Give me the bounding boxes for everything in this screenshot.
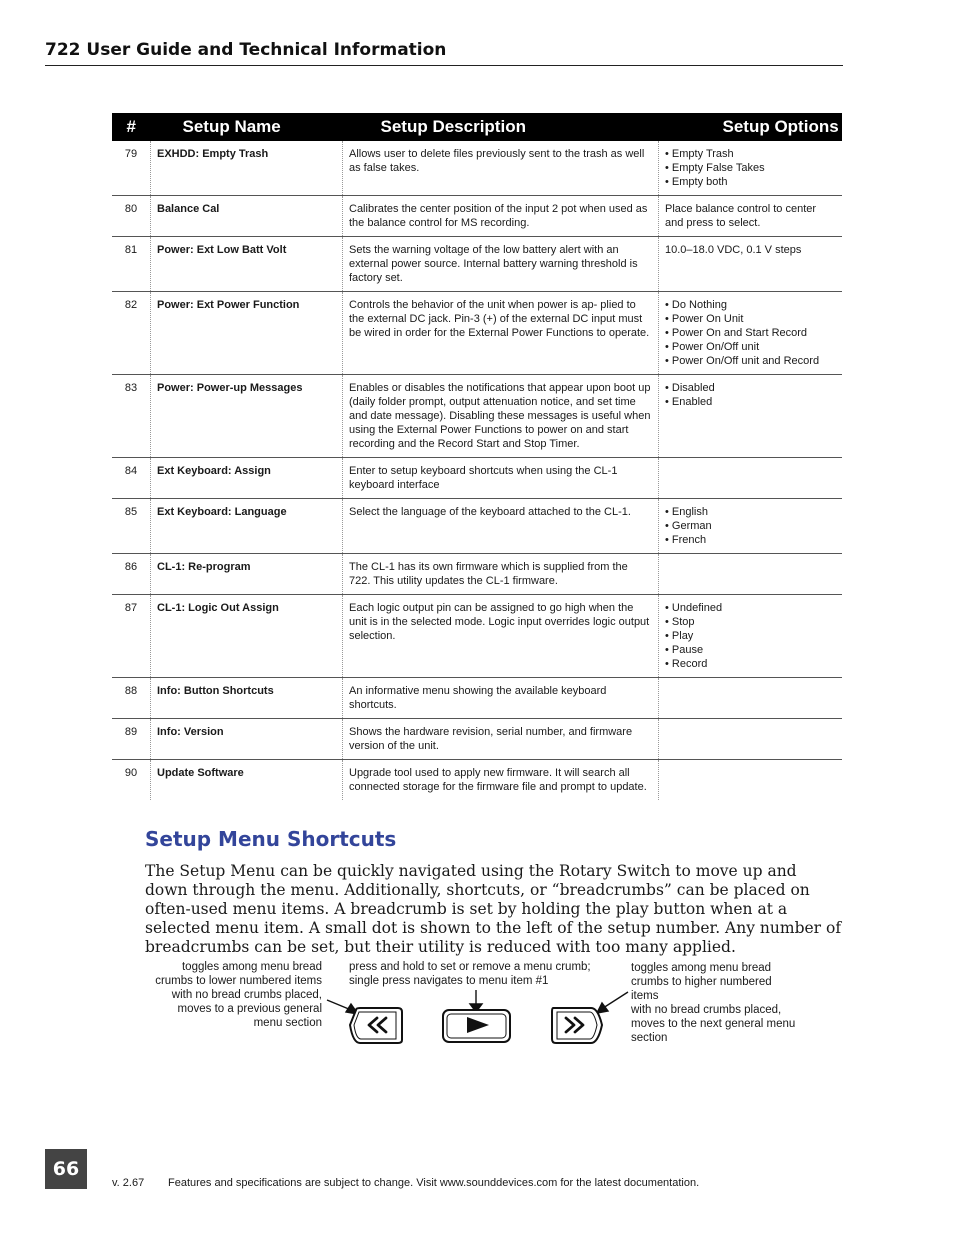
play-caption: press and hold to set or remove a menu crumb; single press navigates to menu item #1 [349, 961, 591, 987]
option-item: • Undefined [665, 602, 723, 614]
row-number: 83 [112, 375, 151, 458]
row-setup-description: Upgrade tool used to apply new firmware. It will search all connected storage for the firmware file and prompt to update. [343, 760, 659, 801]
option-item: • Play [665, 630, 694, 642]
row-number: 85 [112, 499, 151, 554]
row-number: 89 [112, 719, 151, 760]
row-setup-description: Select the language of the keyboard attached to the CL-1. [343, 499, 659, 554]
page-header-title: 722 User Guide and Technical Information [45, 40, 447, 60]
footer-version: v. 2.67 [112, 1177, 145, 1189]
row-number: 86 [112, 554, 151, 595]
row-setup-name: Update Software [151, 760, 343, 801]
option-item: • Do Nothing [665, 299, 727, 311]
option-item: • Pause [665, 644, 704, 656]
row-setup-description: Calibrates the center position of the input 2 pot when used as the balance control for MS recording. [343, 196, 659, 237]
forward-caption-line-1: toggles among menu bread crumbs to higher numbered items [631, 962, 772, 1002]
forward-caption-line-2: with no bread crumbs placed, moves to the next general menu section [631, 1004, 796, 1044]
row-setup-description: The CL-1 has its own firmware which is supplied from the 722. This utility updates the CL-1 firmware. [343, 554, 659, 595]
row-setup-name: Power: Ext Low Batt Volt [151, 237, 343, 292]
option-item: 10.0–18.0 VDC, 0.1 V steps [665, 244, 802, 256]
row-setup-description: Controls the behavior of the unit when power is ap- plied to the external DC jack. Pin-3 (+) of the external DC input must be wired in order for the External Power Functions to operate. [343, 292, 659, 375]
option-item: • Stop [665, 616, 695, 628]
row-setup-name: Ext Keyboard: Language [151, 499, 343, 554]
row-setup-name: Ext Keyboard: Assign [151, 458, 343, 499]
row-setup-name: CL-1: Re-program [151, 554, 343, 595]
section-body-text: The Setup Menu can be quickly navigated using the Rotary Switch to move up and down through the menu. Additionally, shortcuts, or “breadcrumbs” can be placed on often-used menu items. A breadcrumb is set by holding the play button when at a selected menu item. A small dot is shown to the left of the setup number. Any number of breadcrumbs can be set, but their utility is reduced with too many applied. [145, 862, 842, 956]
row-setup-description: Allows user to delete files previously sent to the trash as well as false takes. [343, 141, 659, 196]
row-number: 80 [112, 196, 151, 237]
row-number: 81 [112, 237, 151, 292]
option-item: • Disabled [665, 382, 715, 394]
option-item: • Power On Unit [665, 313, 744, 325]
row-setup-name: Info: Button Shortcuts [151, 678, 343, 719]
option-item: • Power On and Start Record [665, 327, 808, 339]
rewind-button[interactable] [350, 1008, 402, 1043]
row-setup-description: Each logic output pin can be assigned to go high when the unit is in the selected mode. Logic input overrides logic output selection. [343, 595, 659, 678]
row-number: 88 [112, 678, 151, 719]
row-setup-name: Power: Power-up Messages [151, 375, 343, 458]
page-number: 66 [45, 1149, 87, 1189]
row-setup-name: Power: Ext Power Function [151, 292, 343, 375]
fast-forward-button[interactable] [552, 1008, 602, 1043]
left-arrow [327, 1000, 358, 1014]
row-setup-description: Enter to setup keyboard shortcuts when using the CL-1 keyboard interface [343, 458, 659, 499]
option-item: • Record [665, 658, 708, 670]
footer-note: Features and specifications are subject to change. Visit www.sounddevices.com for the latest documentation. [168, 1177, 700, 1189]
row-number: 82 [112, 292, 151, 375]
row-setup-name: EXHDD: Empty Trash [151, 141, 343, 196]
column-header-number: # [112, 113, 151, 141]
option-item: • Power On/Off unit and Record [665, 355, 820, 367]
row-number: 84 [112, 458, 151, 499]
option-item: • English [665, 506, 708, 518]
option-item: Place balance control to center and press to select. [665, 203, 817, 229]
column-header-name: Setup Name [151, 113, 343, 141]
row-setup-description: An informative menu showing the available keyboard shortcuts. [343, 678, 659, 719]
option-item: • French [665, 534, 707, 546]
play-button[interactable] [443, 1010, 510, 1042]
middle-arrow [470, 990, 482, 1012]
option-item: • Power On/Off unit [665, 341, 760, 353]
option-item: • Enabled [665, 396, 713, 408]
column-header-description: Setup Description [343, 113, 659, 141]
option-item: • Empty Trash [665, 148, 734, 160]
row-number: 87 [112, 595, 151, 678]
row-setup-description: Shows the hardware revision, serial number, and firmware version of the unit. [343, 719, 659, 760]
row-number: 90 [124, 767, 138, 779]
row-setup-name: CL-1: Logic Out Assign [151, 595, 343, 678]
option-item: • Empty False Takes [665, 162, 765, 174]
row-setup-description: Enables or disables the notifications that appear upon boot up (daily folder prompt, output attenuation notice, and set time and date message). Disabling these messages is useful when using the External Power Functions to power on and start recording and the Record Start and Stop Timer. [343, 375, 659, 458]
row-setup-name: Info: Version [151, 719, 343, 760]
row-number: 79 [112, 141, 151, 196]
option-item: • Empty both [665, 176, 728, 188]
row-setup-name: Balance Cal [151, 196, 343, 237]
rewind-caption: toggles among menu bread crumbs to lower numbered items with no bread crumbs placed, moves to a previous general menu section [155, 961, 322, 1029]
section-title: Setup Menu Shortcuts [145, 827, 397, 851]
option-item: • German [665, 520, 712, 532]
column-header-options: Setup Options [659, 113, 843, 141]
row-setup-description: Sets the warning voltage of the low battery alert with an external power source. Internal battery warning threshold is factory set. [343, 237, 659, 292]
right-arrow [597, 992, 628, 1013]
